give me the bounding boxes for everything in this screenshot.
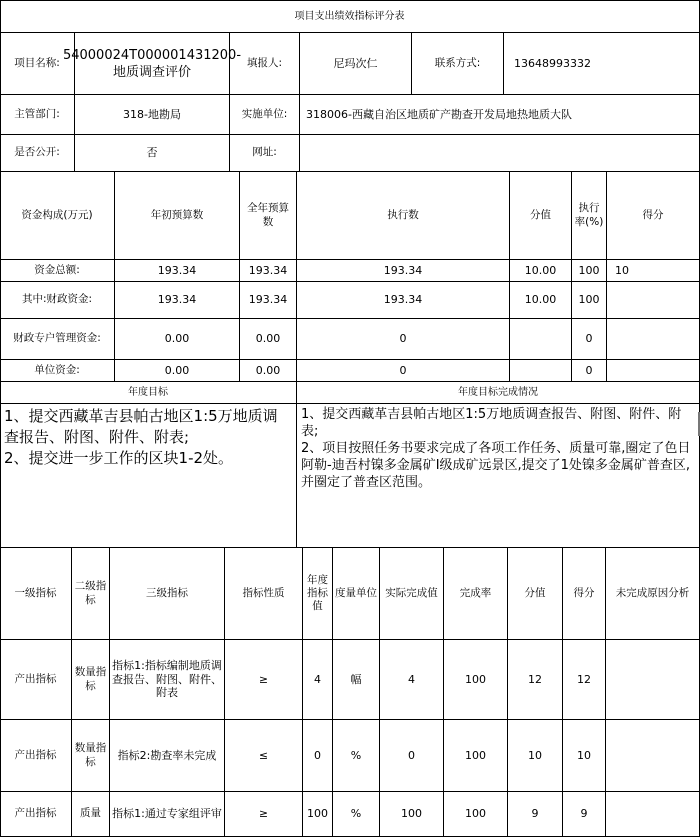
actual-header: 实际完成值: [380, 548, 444, 640]
ind-level2: 数量指标: [72, 640, 110, 720]
fund-row-value: [510, 319, 572, 360]
annual-goal-header: 年度目标: [0, 382, 297, 404]
annual-value-header: 年度指标值: [303, 548, 333, 640]
ind-completion-rate: 100: [444, 792, 508, 837]
ind-value: 9: [508, 792, 563, 837]
ind-level1: 产出指标: [0, 792, 72, 837]
fund-row-initial: 193.34: [115, 282, 240, 319]
ind-level3: 指标1:指标编制地质调查报告、附图、附件、附表: [110, 640, 225, 720]
initial-budget-header: 年初预算数: [115, 172, 240, 260]
url-value: [300, 135, 700, 172]
ind-unit: %: [333, 720, 380, 792]
fund-row-full-year: 193.34: [240, 282, 297, 319]
url-label: 网址:: [230, 135, 300, 172]
table-title: 项目支出绩效指标评分表: [0, 0, 700, 33]
reason-header: 未完成原因分析: [606, 548, 700, 640]
dept-label: 主管部门:: [0, 95, 75, 135]
score-header: 得分: [607, 172, 700, 260]
unit-value: 318006-西藏自治区地质矿产勘查开发局地热地质大队: [300, 95, 700, 135]
project-name-value: 54000024T000001431200-地质调查评价: [75, 33, 230, 95]
fund-row-score: 10: [607, 260, 700, 282]
ind-annual-value: 100: [303, 792, 333, 837]
fund-row-label: 单位资金:: [0, 360, 115, 382]
ind-actual: 0: [380, 720, 444, 792]
ind-score: 9: [563, 792, 606, 837]
fund-row-score: [607, 360, 700, 382]
ind-annual-value: 0: [303, 720, 333, 792]
fund-row-label: 其中:财政资金:: [0, 282, 115, 319]
completion-rate-header: 完成率: [444, 548, 508, 640]
fund-row-score: [607, 282, 700, 319]
fund-row-rate: 0: [572, 360, 607, 382]
level2-header: 二级指标: [72, 548, 110, 640]
public-value: 否: [75, 135, 230, 172]
fund-row-rate: 100: [572, 282, 607, 319]
fund-row-rate: 0: [572, 319, 607, 360]
fund-row-initial: 0.00: [115, 360, 240, 382]
fund-row-value: [510, 360, 572, 382]
filler-label: 填报人:: [230, 33, 300, 95]
fund-row-rate: 100: [572, 260, 607, 282]
ind-level3: 指标2:勘查率未完成: [110, 720, 225, 792]
fund-row-value: 10.00: [510, 282, 572, 319]
contact-label: 联系方式:: [412, 33, 504, 95]
fund-row-full-year: 0.00: [240, 360, 297, 382]
ind-value: 12: [508, 640, 563, 720]
contact-value: 13648993332: [504, 33, 700, 95]
ind-actual: 100: [380, 792, 444, 837]
fund-row-score: [607, 319, 700, 360]
ind-completion-rate: 100: [444, 640, 508, 720]
fund-row-executed: 193.34: [297, 260, 510, 282]
ind-level1: 产出指标: [0, 640, 72, 720]
ind-unit: %: [333, 792, 380, 837]
nature-header: 指标性质: [225, 548, 303, 640]
ind-annual-value: 4: [303, 640, 333, 720]
fund-row-initial: 0.00: [115, 319, 240, 360]
completion-header: 年度目标完成情况: [297, 382, 700, 404]
ind-score-header: 得分: [563, 548, 606, 640]
fund-row-executed: 0: [297, 319, 510, 360]
value-header: 分值: [508, 548, 563, 640]
executed-header: 执行数: [297, 172, 510, 260]
ind-level3: 指标1:通过专家组评审: [110, 792, 225, 837]
fund-row-executed: 0: [297, 360, 510, 382]
score-value-header: 分值: [510, 172, 572, 260]
project-name-label: 项目名称:: [0, 33, 75, 95]
public-label: 是否公开:: [0, 135, 75, 172]
ind-unit: 幅: [333, 640, 380, 720]
ind-nature: ≥: [225, 640, 303, 720]
full-year-budget-header: 全年预算数: [240, 172, 297, 260]
ind-nature: ≥: [225, 792, 303, 837]
fund-row-full-year: 193.34: [240, 260, 297, 282]
ind-reason: [606, 720, 700, 792]
fund-row-value: 10.00: [510, 260, 572, 282]
ind-score: 12: [563, 640, 606, 720]
ind-score: 10: [563, 720, 606, 792]
dept-value: 318-地勘局: [75, 95, 230, 135]
fund-row-executed: 193.34: [297, 282, 510, 319]
ind-level2: 质量: [72, 792, 110, 837]
unit-header: 度量单位: [333, 548, 380, 640]
ind-reason: [606, 792, 700, 837]
fund-row-label: 财政专户管理资金:: [0, 319, 115, 360]
fund-row-initial: 193.34: [115, 260, 240, 282]
completion-text: 1、提交西藏革吉县帕古地区1:5万地质调查报告、附图、附件、附表; 2、项目按照任务书要求完成了各项工作任务、质量可靠,圈定了色日阿勒-迪吾村镍多金属矿Ⅰ级成矿远景区,提交了1处镍多金属矿普查区,并圈定了普查区范围。: [297, 404, 700, 548]
ind-nature: ≤: [225, 720, 303, 792]
ind-level1: 产出指标: [0, 720, 72, 792]
ind-completion-rate: 100: [444, 720, 508, 792]
fund-row-full-year: 0.00: [240, 319, 297, 360]
level3-header: 三级指标: [110, 548, 225, 640]
funds-composition-header: 资金构成(万元): [0, 172, 115, 260]
filler-value: 尼玛次仁: [300, 33, 412, 95]
level1-header: 一级指标: [0, 548, 72, 640]
ind-value: 10: [508, 720, 563, 792]
unit-label: 实施单位:: [230, 95, 300, 135]
ind-actual: 4: [380, 640, 444, 720]
exec-rate-header: 执行率(%): [572, 172, 607, 260]
ind-reason: [606, 640, 700, 720]
fund-row-label: 资金总额:: [0, 260, 115, 282]
ind-level2: 数量指标: [72, 720, 110, 792]
annual-goal-text: 1、提交西藏革吉县帕古地区1:5万地质调查报告、附图、附件、附表; 2、提交进一步工作的区块1-2处。: [0, 404, 297, 548]
